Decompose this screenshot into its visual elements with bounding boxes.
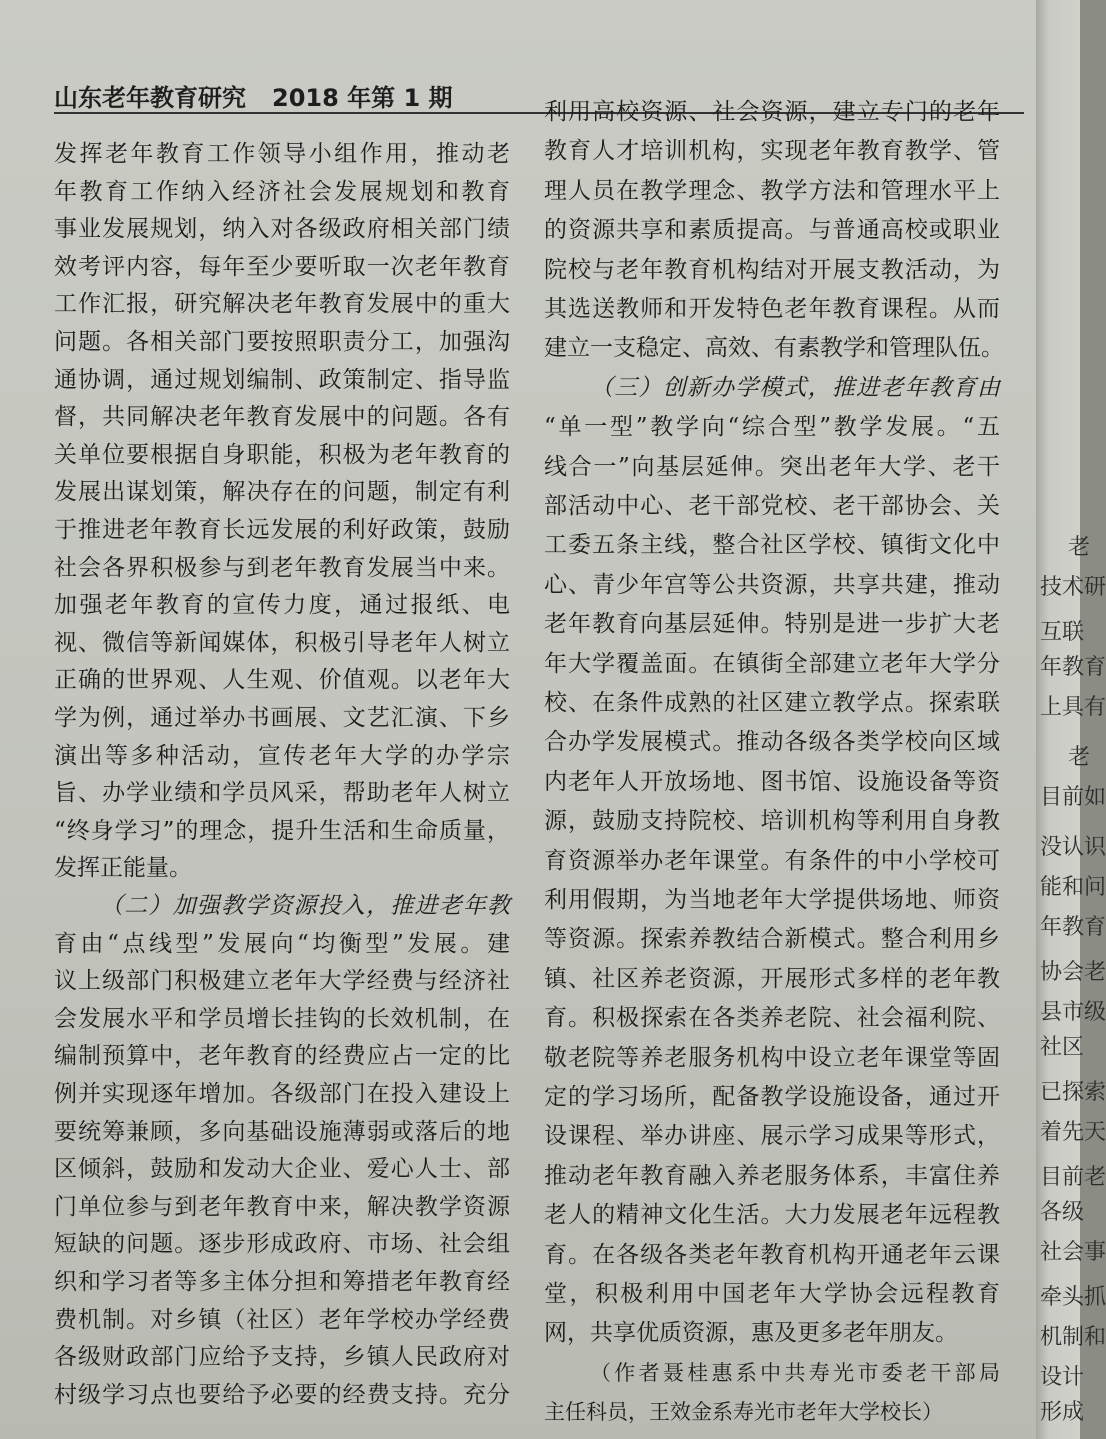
text-line: 发挥正能量。: [54, 855, 192, 882]
text-line: 通协调，通过规划编制、政策制定、指导监: [54, 366, 510, 393]
text-line: 编制预算中，老年教育的经费应占一定的比: [54, 1043, 510, 1070]
text-line: 老年教育向基层延伸。特别是进一步扩大老: [544, 611, 1000, 638]
adjacent-page-text: 设计: [1040, 1365, 1085, 1390]
text-line: 理人员在教学理念、教学方法和管理水平上: [544, 177, 1000, 204]
text-line: 敬老院等养老服务机构中设立老年课堂等固: [544, 1044, 1000, 1071]
adjacent-page-text: 协会老: [1040, 960, 1106, 985]
text-line: 利用高校资源、社会资源，建立专门的老年: [544, 99, 1000, 125]
adjacent-page-text: 机制和: [1040, 1325, 1106, 1350]
text-line: 育。在各级各类老年教育机构开通老年云课: [544, 1241, 1000, 1268]
text-line: 老人的精神文化生活。大力发展老年远程教: [544, 1202, 1000, 1229]
adjacent-page-text: 目前如: [1040, 785, 1106, 810]
text-line: 育由“点线型”发展向“均衡型”发展。建: [54, 930, 510, 957]
text-line: 各级财政部门应给予支持，乡镇人民政府对: [54, 1344, 510, 1371]
adjacent-page-text: 能和问: [1040, 875, 1106, 900]
text-line: 内老年人开放场地、图书馆、设施设备等资: [544, 768, 1000, 795]
text-line: 院校与老年教育机构结对开展支教活动，为: [544, 256, 1000, 283]
adjacent-page-text: 牵头抓: [1040, 1285, 1106, 1310]
adjacent-page-text: 上具有: [1040, 695, 1106, 720]
text-line: 设课程、举办讲座、展示学习成果等形式，: [544, 1123, 1000, 1150]
text-line: 视、微信等新闻媒体，积极引导老年人树立: [54, 629, 510, 656]
text-line: “单一型”教学向“综合型”教学发展。“五: [544, 414, 1000, 441]
text-line: 演出等多种活动，宣传老年大学的办学宗: [54, 742, 510, 769]
adjacent-page-text: 技术研: [1040, 575, 1106, 600]
text-line: “终身学习”的理念，提升生活和生命质量，: [54, 817, 510, 844]
adjacent-page-text: 目前老: [1040, 1165, 1106, 1190]
text-line: 议上级部门积极建立老年大学经费与经济社: [54, 968, 510, 995]
adjacent-page-text: 年教育: [1040, 915, 1106, 940]
text-line: 网，共享优质资源，惠及更多老年朋友。: [544, 1320, 958, 1347]
text-line: 工作汇报，研究解决老年教育发展中的重大: [54, 291, 510, 318]
text-line: 加强老年教育的宣传力度，通过报纸、电: [54, 592, 510, 619]
text-line: 问题。各相关部门要按照职责分工，加强沟: [54, 329, 510, 355]
text-line: 工委五条主线，整合社区学校、镇街文化中: [544, 532, 1000, 559]
text-line: 堂，积极利用中国老年大学协会远程教育: [544, 1281, 1000, 1307]
text-line: 区倾斜，鼓励和发动大企业、爱心人士、部: [54, 1156, 510, 1183]
text-line: 育。积极探索在各类养老院、社会福利院、: [544, 1005, 1000, 1032]
text-line: 督，共同解决老年教育发展中的问题。各有: [54, 404, 510, 431]
text-line: （三）创新办学模式，推进老年教育由: [590, 374, 1000, 401]
adjacent-page-text: 已探索: [1040, 1080, 1106, 1105]
adjacent-page-text: 社会事: [1040, 1240, 1106, 1265]
text-line: 社会各界积极参与到老年教育发展当中来。: [54, 554, 510, 581]
text-line: 发挥老年教育工作领导小组作用，推动老: [54, 141, 510, 167]
text-line: 的资源共享和素质提高。与普通高校或职业: [544, 217, 1000, 244]
text-line: 合办学发展模式。推动各级各类学校向区域: [544, 729, 1000, 756]
text-line: 会发展水平和学员增长挂钩的长效机制，在: [54, 1005, 510, 1032]
text-line: 费机制。对乡镇（社区）老年学校办学经费: [54, 1306, 510, 1333]
adjacent-page-text: 着先天: [1040, 1120, 1106, 1145]
adjacent-page-text: 没认识: [1040, 835, 1106, 860]
text-line: 线合一”向基层延伸。突出老年大学、老干: [544, 453, 1000, 480]
text-line: 例并实现逐年增加。各级部门在投入建设上: [54, 1081, 510, 1107]
text-line: （二）加强教学资源投入，推进老年教: [100, 893, 510, 919]
text-line: 发展出谋划策，解决存在的问题，制定有利: [54, 479, 510, 506]
text-line: 学为例，通过举办书画展、文艺汇演、下乡: [54, 705, 510, 731]
text-line: 年大学覆盖面。在镇街全部建立老年大学分: [544, 650, 1000, 677]
text-line: 建立一支稳定、高效、有素教学和管理队伍。: [544, 335, 1004, 362]
text-line: 心、青少年宫等公共资源，共享共建，推动: [544, 571, 1000, 598]
adjacent-page-text: 形成: [1040, 1400, 1085, 1425]
adjacent-page-edge: [1036, 0, 1106, 1439]
adjacent-page-text: 老: [1068, 535, 1091, 560]
text-line: 要统筹兼顾，多向基础设施薄弱或落后的地: [54, 1118, 510, 1145]
text-line: 育资源举办老年课堂。有条件的中小学校可: [544, 847, 1000, 874]
text-line: （作者聂桂惠系中共寿光市委老干部局: [590, 1360, 1000, 1385]
issue-number: 2018 年第 1 期: [272, 84, 453, 112]
text-line: 利用假期，为当地老年大学提供场地、师资: [544, 887, 1000, 913]
text-line: 部活动中心、老干部党校、老干部协会、关: [544, 493, 1000, 519]
adjacent-page-text: 互联: [1040, 620, 1085, 645]
adjacent-page-text: 县市级: [1040, 1000, 1106, 1025]
text-line: 关单位要根据自身职能，积极为老年教育的: [54, 441, 510, 468]
text-line: 校、在条件成熟的社区建立教学点。探索联: [544, 690, 1000, 716]
adjacent-page-text: 社区: [1040, 1035, 1085, 1060]
adjacent-page-text: 年教育: [1040, 655, 1106, 680]
text-line: 镇、社区养老资源，开展形式多样的老年教: [544, 965, 1000, 992]
adjacent-page-text: 老: [1068, 745, 1091, 770]
text-line: 正确的世界观、人生观、价值观。以老年大: [54, 667, 510, 694]
text-line: 年教育工作纳入经济社会发展规划和教育: [54, 178, 510, 205]
adjacent-page-text: 各级: [1040, 1200, 1085, 1225]
text-line: 定的学习场所，配备教学设施设备，通过开: [544, 1084, 1000, 1110]
text-line: 于推进老年教育长远发展的利好政策，鼓励: [54, 517, 510, 543]
text-line: 短缺的问题。逐步形成政府、市场、社会组: [54, 1231, 510, 1258]
text-line: 等资源。探索养教结合新模式。整合利用乡: [544, 926, 1000, 953]
text-line: 效考评内容，每年至少要听取一次老年教育: [54, 253, 510, 280]
text-line: 教育人才培训机构，实现老年教育教学、管: [544, 138, 1000, 165]
journal-title: 山东老年教育研究: [54, 84, 246, 112]
text-line: 事业发展规划，纳入对各级政府相关部门绩: [54, 216, 510, 243]
text-line: 门单位参与到老年教育中来，解决教学资源: [54, 1193, 510, 1220]
text-line: 村级学习点也要给予必要的经费支持。充分: [54, 1381, 510, 1408]
text-line: 旨、办学业绩和学员风采，帮助老年人树立: [54, 780, 510, 807]
text-line: 织和学习者等多主体分担和筹措老年教育经: [54, 1269, 510, 1295]
text-line: 推动老年教育融入养老服务体系，丰富住养: [544, 1162, 1000, 1189]
text-line: 主任科员，王效金系寿光市老年大学校长）: [544, 1400, 943, 1425]
text-line: 源，鼓励支持院校、培训机构等利用自身教: [544, 808, 1000, 835]
text-line: 其选送教师和开发特色老年教育课程。从而: [544, 296, 1000, 322]
